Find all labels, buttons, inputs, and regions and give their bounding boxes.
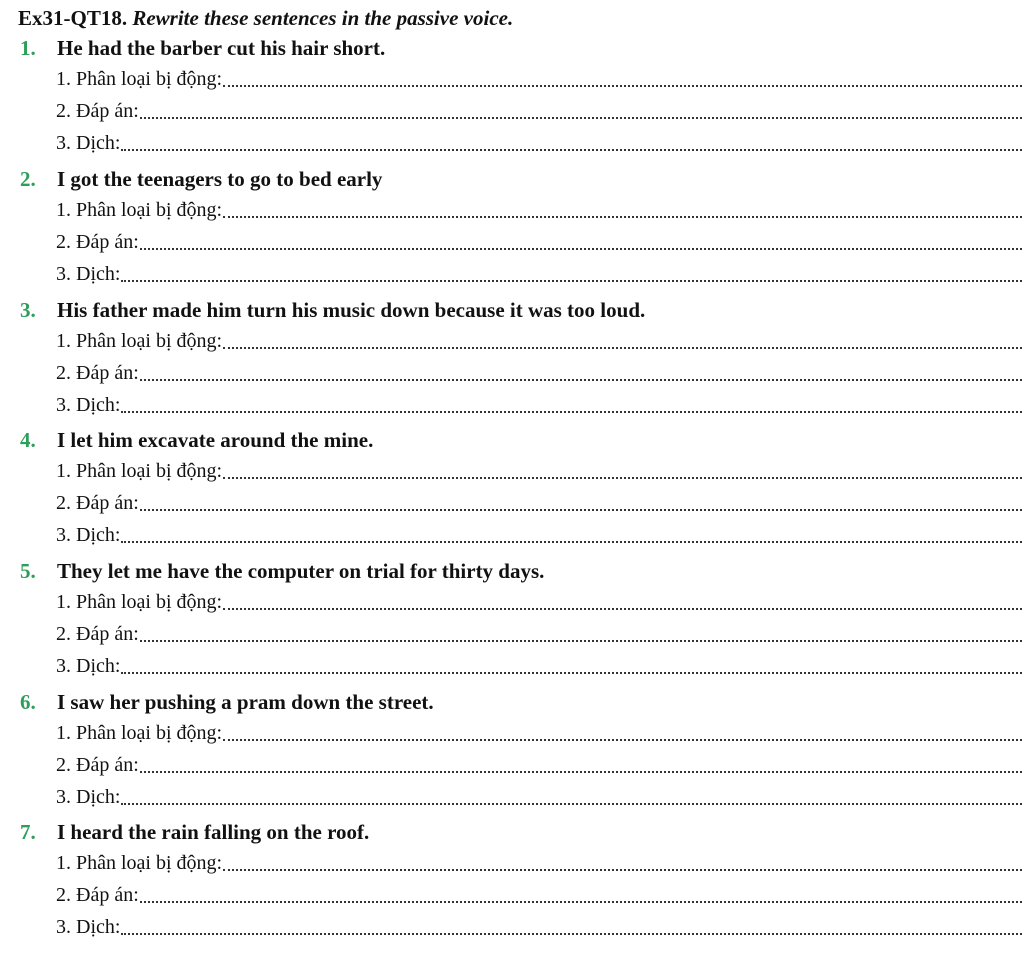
question-sentence-line (20, 688, 434, 716)
translation-field[interactable] (56, 784, 1022, 810)
question-number: 7. (20, 820, 36, 844)
question-sentence: I got the teenagers to go to bed early (57, 167, 383, 191)
translation-label: 3. Dịch: (56, 394, 121, 416)
answer-field[interactable] (56, 882, 1022, 908)
question-sentence-line (20, 818, 369, 846)
answer-field[interactable] (56, 98, 1022, 124)
answer-blank-line[interactable] (140, 509, 1022, 511)
classification-label: 1. Phân loại bị động: (56, 460, 223, 482)
answer-field[interactable] (56, 360, 1022, 386)
classification-label: 1. Phân loại bị động: (56, 68, 223, 90)
classification-field[interactable] (56, 589, 1022, 615)
answer-blank-line[interactable] (121, 541, 1022, 543)
translation-field[interactable] (56, 130, 1022, 156)
question-number: 2. (20, 167, 36, 191)
answer-field[interactable] (56, 752, 1022, 778)
answer-blank-line[interactable] (223, 869, 1022, 871)
question-5 (0, 557, 1024, 687)
question-sentence: I heard the rain falling on the roof. (57, 820, 370, 844)
translation-label: 3. Dịch: (56, 132, 121, 154)
answer-blank-line[interactable] (140, 901, 1022, 903)
answer-blank-line[interactable] (223, 216, 1022, 218)
answer-label: 2. Đáp án: (56, 623, 139, 645)
answer-label: 2. Đáp án: (56, 884, 139, 906)
question-number: 3. (20, 298, 36, 322)
question-sentence-line (20, 557, 544, 585)
answer-label: 2. Đáp án: (56, 492, 139, 514)
exercise-instruction: Rewrite these sentences in the passive voice. (132, 6, 514, 30)
classification-field[interactable] (56, 197, 1022, 223)
translation-field[interactable] (56, 522, 1022, 548)
question-7 (0, 818, 1024, 948)
answer-blank-line[interactable] (121, 280, 1022, 282)
question-number: 1. (20, 36, 36, 60)
question-6 (0, 688, 1024, 818)
question-sentence: I saw her pushing a pram down the street. (57, 690, 434, 714)
question-sentence: They let me have the computer on trial for thirty days. (57, 559, 545, 583)
answer-blank-line[interactable] (121, 411, 1022, 413)
question-sentence: His father made him turn his music down because it was too loud. (57, 298, 646, 322)
classification-field[interactable] (56, 66, 1022, 92)
answer-field[interactable] (56, 229, 1022, 255)
question-number: 6. (20, 690, 36, 714)
answer-blank-line[interactable] (121, 672, 1022, 674)
question-sentence-line (20, 34, 385, 62)
classification-label: 1. Phân loại bị động: (56, 591, 223, 613)
question-sentence-line (20, 296, 645, 324)
question-sentence: I let him excavate around the mine. (57, 428, 374, 452)
answer-field[interactable] (56, 490, 1022, 516)
answer-blank-line[interactable] (140, 379, 1022, 381)
classification-label: 1. Phân loại bị động: (56, 199, 223, 221)
answer-label: 2. Đáp án: (56, 100, 139, 122)
question-3 (0, 296, 1024, 426)
translation-label: 3. Dịch: (56, 786, 121, 808)
translation-label: 3. Dịch: (56, 263, 121, 285)
exercise-header (18, 4, 513, 32)
answer-blank-line[interactable] (140, 117, 1022, 119)
classification-field[interactable] (56, 458, 1022, 484)
classification-field[interactable] (56, 850, 1022, 876)
question-4 (0, 426, 1024, 556)
answer-blank-line[interactable] (121, 149, 1022, 151)
classification-label: 1. Phân loại bị động: (56, 852, 223, 874)
question-sentence: He had the barber cut his hair short. (57, 36, 386, 60)
question-sentence-line (20, 426, 373, 454)
answer-field[interactable] (56, 621, 1022, 647)
answer-label: 2. Đáp án: (56, 362, 139, 384)
classification-label: 1. Phân loại bị động: (56, 722, 223, 744)
answer-blank-line[interactable] (121, 933, 1022, 935)
translation-field[interactable] (56, 261, 1022, 287)
classification-field[interactable] (56, 328, 1022, 354)
translation-field[interactable] (56, 653, 1022, 679)
answer-blank-line[interactable] (223, 739, 1022, 741)
classification-label: 1. Phân loại bị động: (56, 330, 223, 352)
translation-label: 3. Dịch: (56, 916, 121, 938)
translation-label: 3. Dịch: (56, 524, 121, 546)
answer-label: 2. Đáp án: (56, 754, 139, 776)
translation-label: 3. Dịch: (56, 655, 121, 677)
answer-blank-line[interactable] (121, 803, 1022, 805)
translation-field[interactable] (56, 392, 1022, 418)
answer-blank-line[interactable] (140, 248, 1022, 250)
question-1 (0, 34, 1024, 164)
answer-blank-line[interactable] (223, 347, 1022, 349)
answer-label: 2. Đáp án: (56, 231, 139, 253)
answer-blank-line[interactable] (223, 608, 1022, 610)
answer-blank-line[interactable] (140, 640, 1022, 642)
translation-field[interactable] (56, 914, 1022, 940)
answer-blank-line[interactable] (223, 477, 1022, 479)
question-sentence-line (20, 165, 382, 193)
question-number: 5. (20, 559, 36, 583)
question-number: 4. (20, 428, 36, 452)
answer-blank-line[interactable] (140, 771, 1022, 773)
question-2 (0, 165, 1024, 295)
classification-field[interactable] (56, 720, 1022, 746)
answer-blank-line[interactable] (223, 85, 1022, 87)
exercise-code: Ex31-QT18. (18, 6, 128, 30)
